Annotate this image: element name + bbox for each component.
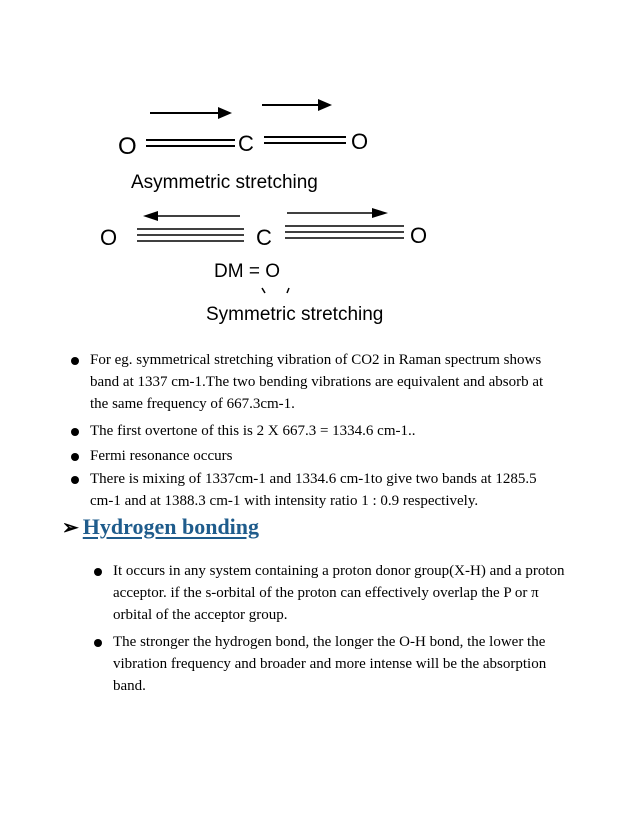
arrow-bullet-icon: ➢ — [62, 517, 79, 539]
bullet-dot — [71, 476, 79, 484]
bullet-dot — [71, 428, 79, 436]
asym-caption: Asymmetric stretching — [131, 172, 318, 193]
section-heading — [62, 514, 259, 540]
bullet-dot — [71, 357, 79, 365]
sym-arrow-left — [143, 211, 240, 221]
dm-label: DM = O — [214, 261, 280, 282]
asym-atom-o-left: O — [118, 133, 137, 160]
bullet-dot — [94, 568, 102, 576]
bullet-fermi: Fermi resonance occurs — [90, 448, 233, 464]
tick-mark-left — [262, 288, 265, 293]
asym-atom-c: C — [238, 131, 254, 156]
bullet-dot — [71, 453, 79, 461]
co2-stretching-diagram — [0, 0, 638, 340]
sym-atom-o-right: O — [410, 223, 428, 248]
section-title: Hydrogen bonding — [82, 514, 260, 539]
bullet-raman: For eg. symmetrical stretching vibration of CO2 in Raman spectrum shows band at 1337 cm-1.The two bending vibrations are equivalent and absorb at the same frequency of 667.3cm-1. — [90, 352, 544, 412]
asym-atom-o-right: O — [351, 129, 369, 154]
bullet-dot — [94, 639, 102, 647]
bullet-mixing: There is mixing of 1337cm-1 and 1334.6 cm-1to give two bands at 1285.5 cm-1 and at 1388.3 cm-1 with intensity ratio 1 : 0.9 respectively. — [90, 471, 537, 509]
asym-arrow-right — [262, 99, 332, 111]
sym-caption: Symmetric stretching — [206, 304, 384, 325]
sym-atom-o-left: O — [100, 225, 118, 250]
asym-arrow-left — [150, 107, 232, 119]
sym-atom-c: C — [256, 225, 272, 250]
stretching-figure — [0, 0, 638, 340]
bullet-overtone: The first overtone of this is 2 X 667.3 = 1334.6 cm-1.. — [90, 423, 416, 439]
bullet-hb-stronger: The stronger the hydrogen bond, the longer the O-H bond, the lower the vibration frequency and broader and more intense will be the absorption band. — [113, 634, 547, 694]
bullet-hb-occurs: It occurs in any system containing a proton donor group(X-H) and a proton acceptor. if the s-orbital of the proton can effectively overlap the P or π orbital of the acceptor group. — [113, 563, 565, 623]
tick-mark-right — [287, 288, 289, 293]
sym-arrow-right — [287, 208, 388, 218]
